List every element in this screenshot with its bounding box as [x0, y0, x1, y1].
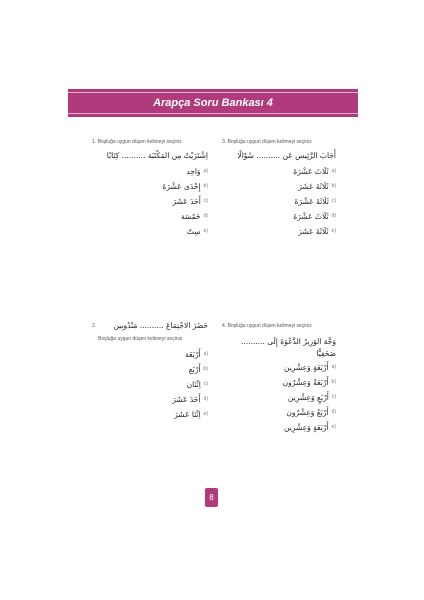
question-4-option-d[interactable] [286, 406, 336, 418]
option-text: أَرْبَعَةٍ وَعِشْرِين [284, 422, 329, 432]
question-3-instruction [222, 139, 312, 145]
option-letter: c) [203, 381, 208, 387]
option-text: ثَلَاثَ عَشْرَةَ [293, 166, 329, 176]
option-text: أَرْبَعَةُ وَعِشْرُون [282, 377, 329, 387]
option-letter: d) [203, 396, 208, 402]
question-4-option-e[interactable] [284, 421, 336, 433]
question-3-option-e[interactable] [298, 225, 336, 237]
instruction-text: Boşluğa uygun düşen kelimeyi seçiniz [227, 323, 312, 329]
page-title: Arapça Soru Bankası 4 [153, 97, 273, 109]
question-2-option-d[interactable] [172, 393, 208, 405]
question-4-option-b[interactable] [283, 376, 336, 388]
option-letter: c) [331, 198, 336, 204]
option-text: ثَلَاثَةَ عَشَرَ [298, 226, 329, 236]
option-letter: b) [331, 183, 336, 189]
option-text: أَرْبَع [188, 364, 201, 374]
option-letter: d) [203, 213, 208, 219]
question-3-option-d[interactable] [293, 210, 336, 222]
question-2-option-a[interactable] [185, 348, 208, 360]
question-2-number: 2. [92, 323, 97, 329]
option-text: أَرْبَعَةٍ وَعِشْرِين [284, 362, 329, 372]
option-text: سِتّ [186, 226, 201, 236]
option-text: خَمْسَة [180, 211, 201, 221]
question-2-option-b[interactable] [189, 363, 208, 375]
question-1-option-e[interactable] [187, 225, 208, 237]
question-4-stem-line-2: صَحَفِيًّا [316, 349, 336, 358]
option-text: اِثْنَان [186, 379, 201, 389]
header-banner [68, 89, 358, 117]
question-number: 4. [222, 323, 227, 329]
option-text: ثَلَاثَةَ عَشَرَ [298, 181, 329, 191]
option-text: وَاحِد [186, 166, 201, 176]
question-2-instruction: Boşluğa uygun düşen kelimeyi seçiniz [98, 336, 183, 342]
question-1-option-b[interactable] [162, 180, 208, 192]
option-letter: d) [331, 213, 336, 219]
question-1-instruction [92, 139, 182, 145]
question-3-option-b[interactable] [298, 180, 336, 192]
option-letter: b) [331, 379, 336, 385]
option-letter: a) [331, 364, 336, 370]
option-text: اِثْنَا عَشَرَ [174, 409, 201, 419]
option-text: أَحَدَ عَشَرَ [172, 196, 201, 206]
option-letter: e) [331, 228, 336, 234]
question-number: 1. [92, 139, 97, 145]
option-letter: d) [331, 409, 336, 415]
question-4-option-a[interactable] [284, 361, 336, 373]
option-letter: c) [203, 198, 208, 204]
option-text: أَحَدَ عَشَرَ [172, 394, 201, 404]
question-3-option-c[interactable] [295, 195, 336, 207]
option-text: أَرْبَعُ وَعِشْرُون [286, 407, 329, 417]
page-number-badge: 8 [205, 488, 218, 507]
option-text: ثَلَاثَةَ عَشْرَةَ [294, 196, 329, 206]
instruction-text: Boşluğa uygun düşen kelimeyi seçiniz [227, 139, 312, 145]
option-letter: b) [203, 366, 208, 372]
question-number: 3. [222, 139, 227, 145]
question-2-stem: حَضَرَ الاجْتِمَاعَ .......... مَنْدُوبِين [113, 321, 208, 330]
option-letter: e) [203, 411, 208, 417]
question-3-option-a[interactable] [293, 165, 336, 177]
question-1-option-d[interactable] [181, 210, 208, 222]
question-1-option-c[interactable] [172, 195, 208, 207]
option-text: إِحْدَى عَشْرَةَ [162, 181, 201, 191]
question-2-option-c[interactable] [187, 378, 208, 390]
question-3-stem: أَجَابَ الرَّئِيس عَن .......... سُؤَالًا [237, 151, 336, 160]
option-letter: b) [203, 183, 208, 189]
question-1-stem: اِشْتَرَيْتُ مِن المَكْتَبَة .......... كِتَابًا [106, 151, 208, 160]
option-text: أَرْبَعٍ وَعِشْرِين [287, 392, 329, 402]
option-text: أَرْبَعَة [185, 349, 201, 359]
option-text: ثَلَاثَ عَشْرَةَ [293, 211, 329, 221]
question-4-option-c[interactable] [288, 391, 336, 403]
question-1-option-a[interactable] [186, 165, 208, 177]
option-letter: e) [331, 424, 336, 430]
instruction-text: Boşluğa uygun düşen kelimeyi seçiniz [97, 139, 182, 145]
question-4-instruction [222, 323, 312, 329]
option-letter: a) [203, 168, 208, 174]
option-letter: c) [331, 394, 336, 400]
option-letter: e) [203, 228, 208, 234]
question-4-stem: وَجَّهَ الوَزِيرُ الدَّعْوَةَ إِلَى .......... [241, 337, 336, 346]
question-2-option-e[interactable] [174, 408, 208, 420]
option-letter: a) [203, 351, 208, 357]
option-letter: a) [331, 168, 336, 174]
